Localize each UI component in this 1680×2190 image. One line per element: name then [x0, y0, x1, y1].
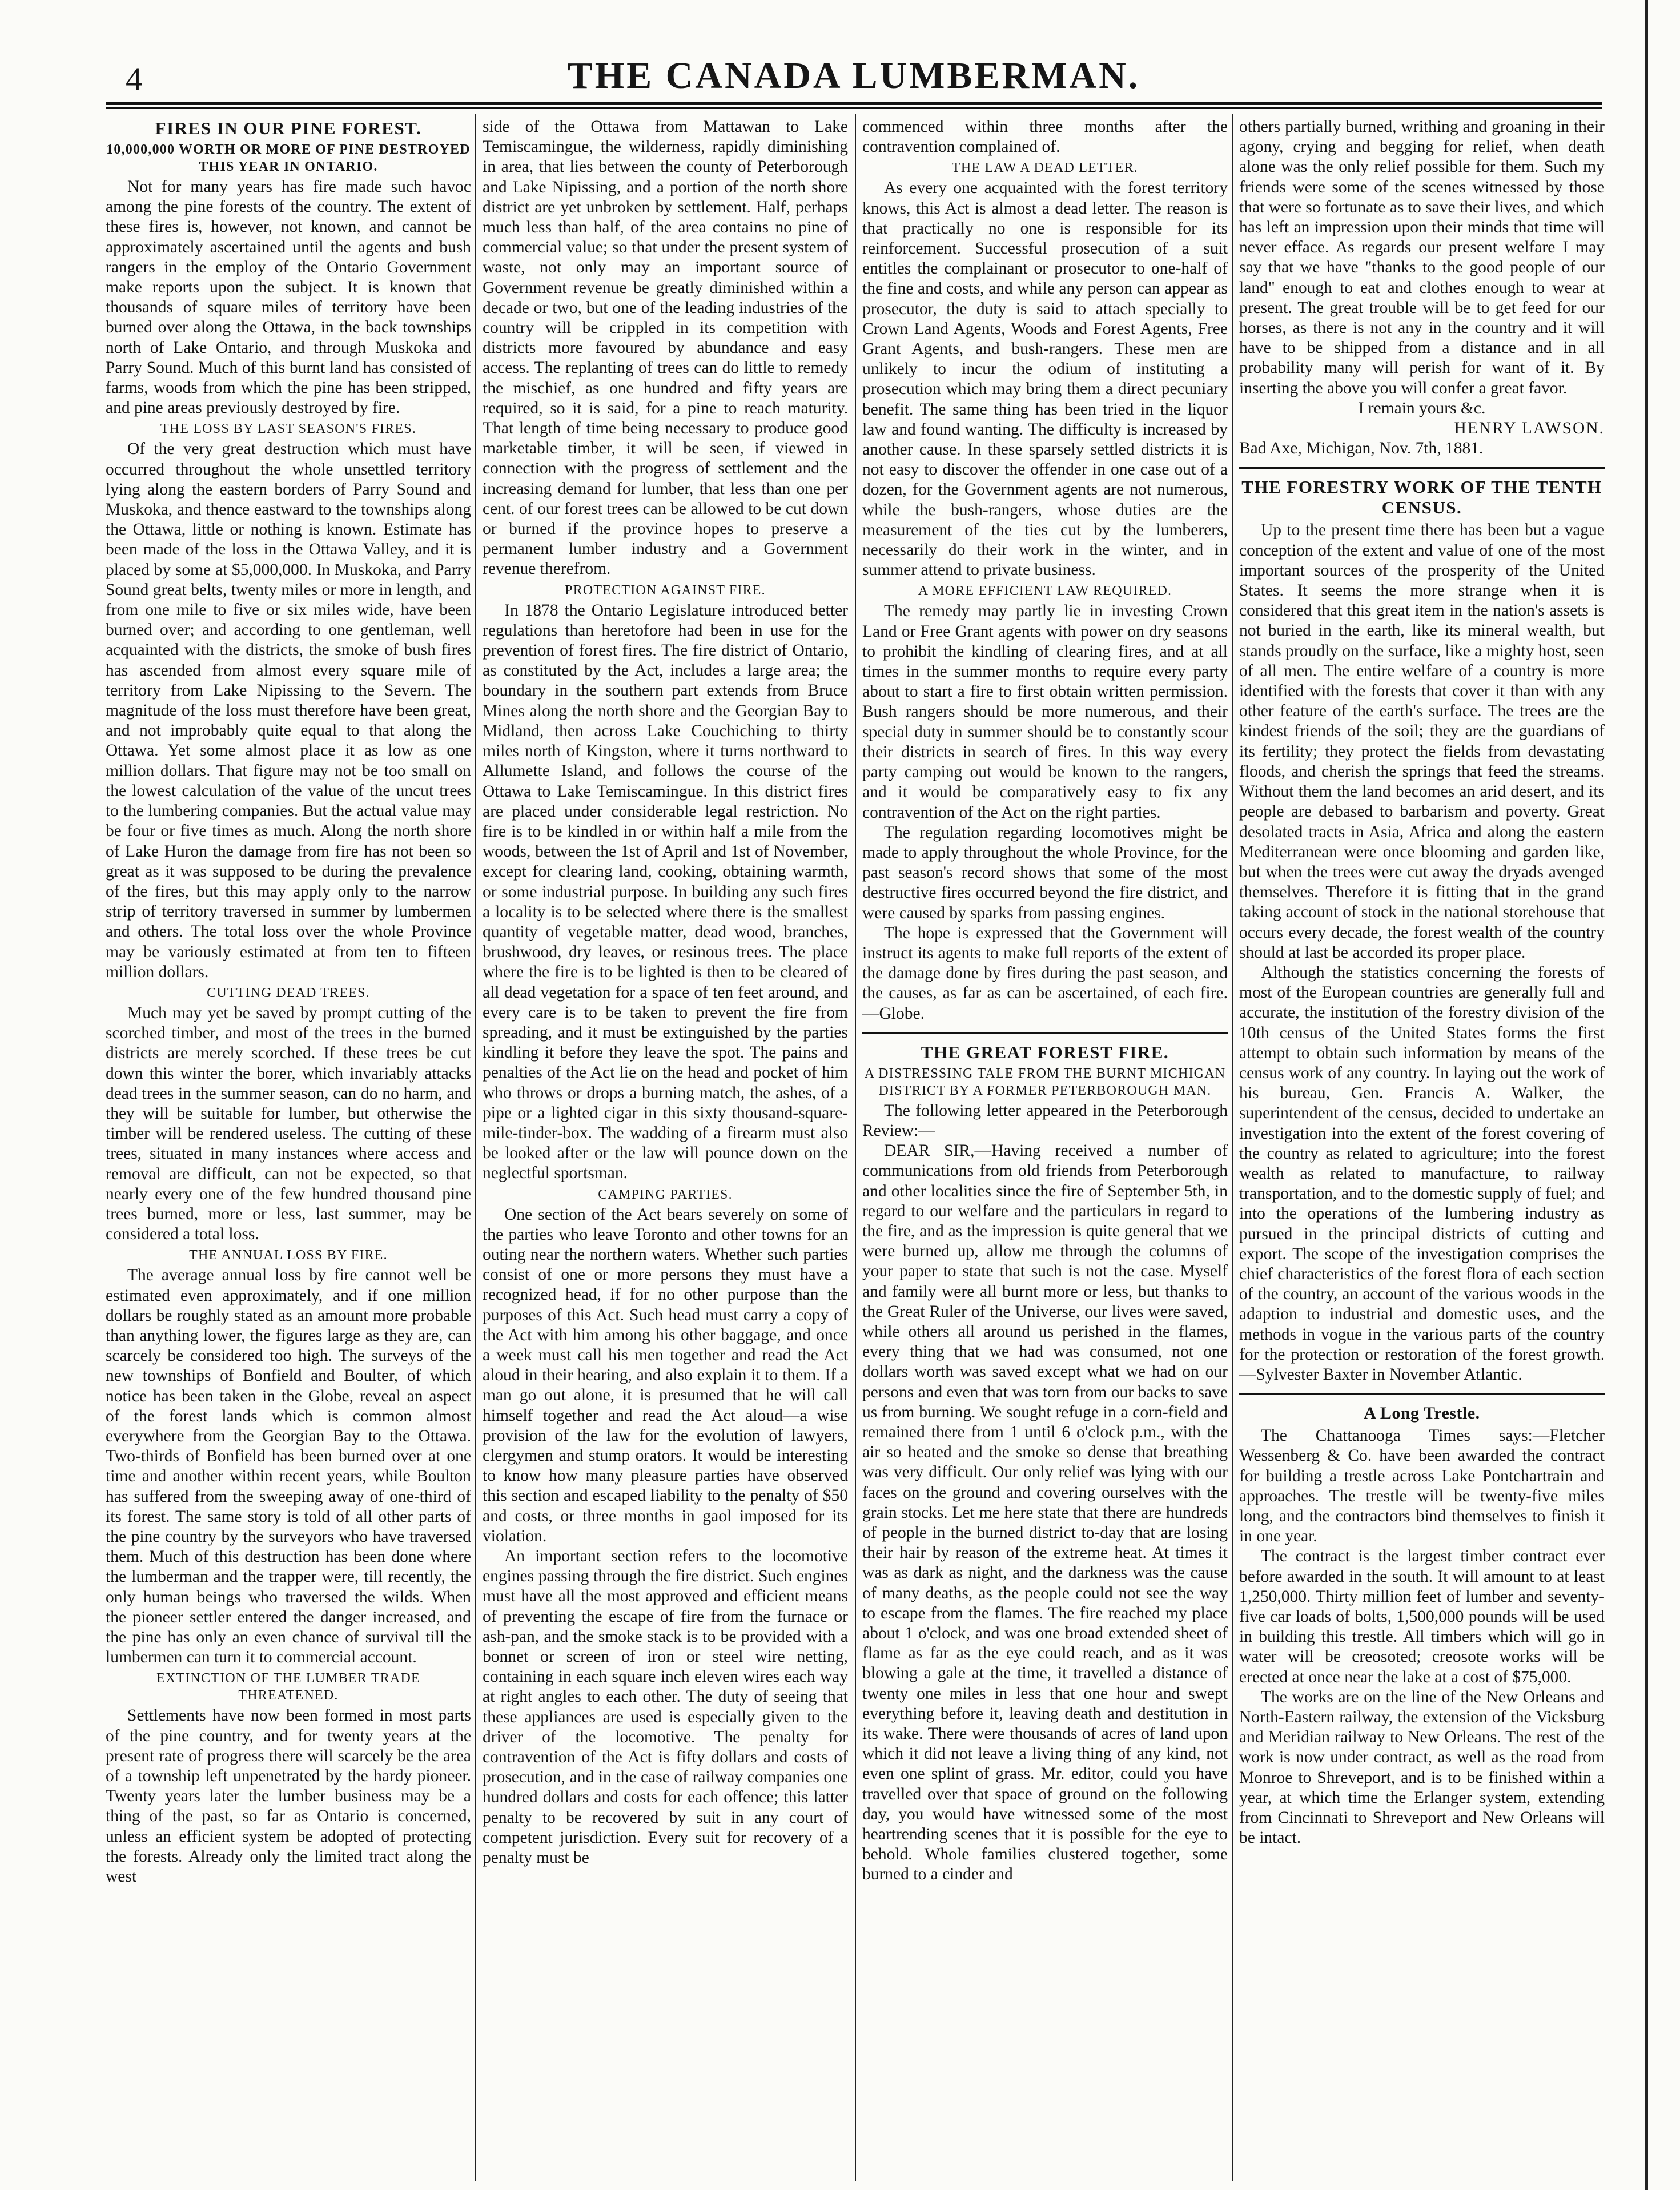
top-rule: [106, 102, 1602, 105]
paragraph: commenced within three months after the contravention complained of.: [862, 118, 1228, 156]
paragraph: As every one acquainted with the forest territory knows, this Act is almost a dead letter. The reason is that practically no one is responsible for its reinforcement. Successful prosecution of a suit entitles the complainant or prosecutor to one-half of the fine and costs, and while any person can appear as prosecutor, the duty is said to attach specially to Crown Land Agents, Woods and Forest Agents, Free Grant Agents, and bush-rangers. These men are unlikely to incur the odium of instituting a prosecution which may bring them a direct pecuniary benefit. The same thing has been tried in the liquor law and found wanting. The difficulty is increased by another cause. In these sparsely settled districts it is not easy to discover the offender in one case out of a dozen, for the Government agents are not numerous, while the bush-rangers, whose duties are the measurement of the ties cut by the lumberers, necessarily do their work in the winter, and in summer attend to private business.: [862, 179, 1228, 580]
article-subheadline: A DISTRESSING TALE FROM THE BURNT MICHIGAN DISTRICT BY A FORMER PETERBOROUGH MAN.: [864, 1066, 1226, 1098]
letter-closing: I remain yours &c.: [1358, 399, 1486, 417]
column-4: [1239, 117, 1605, 2173]
column-divider: [1232, 114, 1233, 2181]
top-rule-thin: [106, 107, 1602, 109]
column-divider: [855, 114, 856, 2181]
article-headline: A Long Trestle.: [1364, 1404, 1480, 1423]
paragraph: DEAR SIR,—Having received a number of communications from old friends from Peterborough and other localities since the fire of September 5th, in regard to our welfare and the particulars in regard to the fire, and as the impression is quite general that we were burned up, allow me through the columns of your paper to state that such is not the case. Myself and family were all burnt more or less, but thanks to the Great Ruler of the Universe, our lives were saved, while others all around us perished in the flames, every thing that we had was consumed, not one dollars worth was saved except what we had on our persons and even that was torn from our backs to save us from burning. We sought refuge in a corn-field and remained there from 1 until 6 o'clock p.m., with the air so heated and the smoke so dense that breathing was very difficult. Our only relief was lying with our faces on the ground and covering ourselves with the grain stocks. Let me here state that there are hundreds of people in the burned district to-day that are losing their hair by reason of the extreme heat. At times it was as dark as night, and the darkness was the cause of many deaths, as the people could not see the way to escape from the flames. The fire reached my place about 1 o'clock, and was one broad extended sheet of flame as far as the eye could reach, and as it was blowing a gale at the time, it travelled a distance of twenty one miles in less that one hour and swept everything before it, leaving death and destitution in its wake. There were thousands of acres of land upon which it did not leave a living thing of any kind, not even one splint of grass. Mr. editor, could you have travelled over that space of ground on the following day, you would have witnessed some of the most heartrending scenes that it is possible for the eye to behold. Whole families clustered together, some burned to a cinder and: [862, 1142, 1228, 1884]
page-number: 4: [126, 61, 142, 98]
paragraph: An important section refers to the locomotive engines passing through the fire district. Such engines must have all the most approved and efficient means of preventing the escape of fire from the furnace or ash-pan, and the smoke stack is to be provided with a bonnet or screen of iron or steel wire netting, containing in each square inch eleven wires each way at right angles to each other. The duty of seeing that these appliances are used is especially given to the driver of the locomotive. The penalty for contravention of the Act is fifty dollars and costs of prosecution, and in the case of railway companies one hundred dollars and costs for each offence; this latter penalty to be recovered by suit in any court of competent jurisdiction. Every suit for recovery of a penalty must be: [483, 1547, 848, 1867]
paragraph: Much may yet be saved by prompt cutting of the scorched timber, and most of the trees in the burned districts are merely scorched. If these trees be cut down this winter the borer, which invariably attacks dead trees in the summer season, can do no harm, and they will be suitable for lumber, but otherwise the timber will be rendered useless. The cutting of these trees, situated in many instances where access and removal are difficult, can not be expected, so that nearly every one of the few hundred thousand pine trees burned, more or less, last summer, may be considered a total loss.: [106, 1003, 471, 1244]
article-headline: THE FORESTRY WORK OF THE TENTH CENSUS.: [1241, 477, 1602, 518]
paragraph: The contract is the largest timber contract ever before awarded in the south. It will amount to at least 1,250,000. Thirty million feet of lumber and seventy-five car loads of bolts, 1,500,000 pounds will be used in building this trestle. All timbers which will go in water will be creosoted; creosote works will be erected at once near the lake at a cost of $75,000.: [1239, 1547, 1605, 1686]
paragraph: The average annual loss by fire cannot well be estimated even approximately, and if one million dollars be roughly stated as an amount more probable than anything lower, the figures large as they are, can scarcely be considered too high. The surveys of the new townships of Bonfield and Boulter, of which notice has been taken in the Globe, reveal an aspect of the forest lands which is common almost everywhere from the Georgian Bay to the Ottawa. Two-thirds of Bonfield has been burned over at one time and another within recent years, while Boulton has suffered from the sweeping away of one-third of its forest. The same story is told of all other parts of the pine country by the surveyors who have traversed them. Much of this destruction has been done where the lumberman and the trapper were, till recently, the only human beings who traversed the wilds. When the pioneer settler entered the danger increased, and the pine has only an even chance of survival till the lumbermen can turn it to commercial account.: [106, 1266, 471, 1667]
paragraph: The following letter appeared in the Peterborough Review:—: [862, 1101, 1228, 1140]
article-divider: [1239, 467, 1605, 471]
column-1: [106, 117, 471, 2173]
paragraph: One section of the Act bears severely on some of the parties who leave Toronto and other towns for an outing near the northern waters. Whether such parties consist of one or more persons they must have a recognized head, if for no other purpose than the purposes of this Act. Such head must carry a copy of the Act with him among his other baggage, and once a week must call his men together and read the Act aloud in their hearing, and also explain it to them. If a man go out alone, it is presumed that he will call himself together and read the Act aloud—a wise provision of the law for the evolution of lawyers, clergymen and stump orators. It would be interesting to know how many pleasure parties have observed this section and escaped liability to the penalty of $50 and costs, or three months in gaol imposed for its violation.: [483, 1205, 848, 1545]
article-subheadline: 10,000,000 WORTH OR MORE OF PINE DESTROYED THIS YEAR IN ONTARIO.: [106, 142, 471, 174]
section-heading: THE LAW A DEAD LETTER.: [952, 160, 1138, 176]
column-divider: [475, 114, 476, 2181]
paragraph: The Chattanooga Times says:—Fletcher Wessenberg & Co. have been awarded the contract for building a trestle across Lake Pontchartrain and approaches. The trestle will be twenty-five miles long, and the contractors bind themselves to finish it in one year.: [1239, 1426, 1605, 1546]
paragraph: The remedy may partly lie in investing Crown Land or Free Grant agents with power on dry seasons to prohibit the kindling of clearing fires, and at all times in the summer months to require every party about to start a fire to first obtain written permission. Bush rangers should be more numerous, and their special duty in summer should be to constantly scour their districts in search of fires. In this way every party camping out would be known to the rangers, and it would be comparatively easy to fix any contravention of the Act on the right parties.: [862, 602, 1228, 822]
section-heading: PROTECTION AGAINST FIRE.: [565, 582, 766, 598]
paragraph: The hope is expressed that the Government will instruct its agents to make full reports of the extent of the damage done by fires during the past season, and the causes, as far as can be ascertained, of each fire.—Globe.: [862, 923, 1228, 1023]
paragraph: In 1878 the Ontario Legislature introduced better regulations than heretofore had been in use for the prevention of forest fires. The fire district of Ontario, as constituted by the Act, includes a large area; the boundary in the southern part extends from Bruce Mines along the north shore and the Georgian Bay to Midland, then across Lake Couchiching to thirty miles north of Kingston, where it turns northward to Allumette Island, and follows the course of the Ottawa to Lake Temiscamingue. In this district fires are placed under considerable legal restriction. No fire is to be kindled in or within half a mile from the woods, between the 1st of April and 1st of November, except for clearing land, cooking, obtaining warmth, or some industrial purpose. In building any such fires a locality is to be selected where there is the smallest quantity of vegetable matter, dead wood, branches, brushwood, dry leaves, or resinous trees. The place where the fire is to be lighted is then to be cleared of all dead vegetation for a space of ten feet around, and every care is to be taken to prevent the fire from spreading, and it must be extinguished by the parties kindling it before they leave the spot. The pains and penalties of the Act lie on the head and pocket of him who throws or drops a burning match, the ashes, of a pipe or a lighted cigar in this sixty thousand-square-mile-tinder-box. The wadding of a firearm must also be looked after or the law will pounce down on the neglectful sportsman.: [483, 601, 848, 1183]
paragraph: Not for many years has fire made such havoc among the pine forests of the country. The extent of these fires is, however, not known, and cannot be approximately ascertained until the agents and bush rangers in the employ of the Ontario Government make reports upon the subject. It is known that thousands of square miles of territory have been burned over along the Ottawa, in the back townships north of Lake Ontario, and through Muskoka and Parry Sound. Much of this burnt land has consisted of farms, woods from which the pine has been stripped, and pine areas previously destroyed by fire.: [106, 178, 471, 417]
letter-signature: HENRY LAWSON.: [1454, 419, 1605, 438]
article-divider: [862, 1032, 1228, 1036]
masthead: THE CANADA LUMBERMAN.: [567, 55, 1140, 97]
section-heading: CUTTING DEAD TREES.: [207, 985, 370, 1000]
paragraph: The regulation regarding locomotives might be made to apply throughout the whole Province, for the past season's record shows that some of the most destructive fires occurred beyond the fire district, and were caused by sparks from passing engines.: [862, 823, 1228, 922]
article-headline: FIRES IN OUR PINE FOREST.: [155, 118, 422, 138]
section-heading: EXTINCTION OF THE LUMBER TRADE THREATENED.: [156, 1671, 420, 1703]
column-2: [483, 117, 848, 2173]
paragraph: side of the Ottawa from Mattawan to Lake Temiscamingue, the wilderness, rapidly diminishing in area, that lies between the county of Peterborough and Lake Nipissing, and a portion of the north shore district are yet unbroken by settlement. Half, perhaps much less than half, of the area contains no pine of commercial value; so that under the present system of waste, not only may an important source of Government revenue be greatly diminished within a decade or two, but one of the leading industries of the country will be crippled in its competition with districts more favoured by abundance and easy access. The replanting of trees can do little to remedy the mischief, as one hundred and fifty years are required, so it is said, for a pine to reach maturity. That length of time being necessary to produce good marketable timber, it will be seen, if viewed in connection with the progress of settlement and the increasing demand for lumber, that less than one per cent. of our forest trees can be allowed to be cut down or burned if the province hopes to preserve a permanent lumber industry and a Government revenue therefrom.: [483, 118, 848, 578]
section-heading: CAMPING PARTIES.: [598, 1187, 733, 1202]
page-edge: [1645, 0, 1648, 2190]
section-heading: THE LOSS BY LAST SEASON'S FIRES.: [160, 421, 417, 437]
paragraph: Of the very great destruction which must have occurred throughout the whole unsettled territory lying along the eastern borders of Parry Sound and Muskoka, and thence eastward to the townships along the Ottawa, little or nothing is known. Estimate has been made of the loss in the Ottawa Valley, and it is placed by some at $5,000,000. In Muskoka, and Parry Sound great belts, twenty miles or more in length, and from one mile to five or six miles wide, have been burned over; and according to one gentleman, well acquainted with the districts, the smoke of bush fires has ascended from almost every square mile of territory from Lake Nipissing to the Severn. The magnitude of the loss must therefore have been great, and not improbably quite equal to that along the Ottawa. Yet some almost place it as low as one million dollars. That figure may not be too small on the lowest calculation of the value of the uncut trees to the lumbering companies. But the actual value may be four or five times as much. Along the north shore of Lake Huron the damage from fire has not been so great as it was supposed to be during the prevalence of the fires, but this may apply only to the narrow strip of territory traversed in summer by lumbermen and others. The total loss over the whole Province may be variously estimated at from ten to fifteen million dollars.: [106, 440, 471, 981]
paragraph: The works are on the line of the New Orleans and North-Eastern railway, the extension of the Vicksburg and Meridian railway to New Orleans. The rest of the work is now under contract, as well as the road from Monroe to Shreveport, and is to be finished within a year, at which time the Erlanger system, extending from Cincinnati to Shreveport and New Orleans will be intact.: [1239, 1687, 1605, 1847]
column-3: [862, 117, 1228, 2173]
section-heading: THE ANNUAL LOSS BY FIRE.: [189, 1248, 388, 1263]
letter-place-date: Bad Axe, Michigan, Nov. 7th, 1881.: [1239, 439, 1484, 458]
paragraph: others partially burned, writhing and groaning in their agony, crying and begging for relief, when death alone was the only relief possible for them. Such my friends were some of the scenes witnessed by those that were so fortunate as to save their lives, and which has left an impression upon their minds that time will never efface. As regards our present welfare I may say that we have "thanks to the good people of our land" enough to eat and clothes enough to wear at present. The great trouble will be to get feed for our horses, as there is not any in the country and it will have to be shipped from a distance and in all probability many will perish for want of it. By inserting the above you will confer a great favor.: [1239, 118, 1605, 397]
article-divider: [1239, 1393, 1605, 1397]
page-header: [86, 54, 1622, 106]
article-headline: THE GREAT FOREST FIRE.: [921, 1042, 1169, 1062]
paragraph: Settlements have now been formed in most parts of the pine country, and for twenty years at the present rate of progress there will scarcely be the area of a township left unpenetrated by the hardy pioneer. Twenty years later the lumber business may be a thing of the past, so far as Ontario is concerned, unless an efficient system be adopted of protecting the forests. Already only the limited tract along the west: [106, 1706, 471, 1886]
paragraph: Up to the present time there has been but a vague conception of the extent and value of one of the most important sources of the prosperity of the United States. It seems the more strange when it is considered that this great item in the nation's assets is not buried in the earth, like its mineral wealth, but stands proudly on the surface, like a mighty host, seen of all men. The entire welfare of a country is more identified with the forests that cover it than with any other feature of the earth's surface. The trees are the kindest friends of the soil; they are the guardians of its fertility; they protect the fields from devastating floods, and cherish the springs that feed the streams. Without them the land becomes an arid desert, and its people are debased to barbarism and poverty. Great desolated tracts in Asia, Africa and along the eastern Mediterranean were once blooming and garden like, but when the trees were cut away the dryads avenged themselves. Therefore it is fitting that in the grand taking account of stock in the national storehouse that occurs every decade, the forest wealth of the country should at last be accorded its proper place.: [1239, 521, 1605, 962]
section-heading: A MORE EFFICIENT LAW REQUIRED.: [918, 584, 1172, 599]
paragraph: Although the statistics concerning the forests of most of the European countries are generally full and accurate, the institution of the forestry division of the 10th census of the United States forms the first attempt to obtain such information by means of the census work of any country. In laying out the work of his bureau, Gen. Francis A. Walker, the superintendent of the census, decided to undertake an investigation into the extent of the forest covering of the country as related to agriculture; into the forest wealth as related to manufacture, to railway transportation, and to the domestic supply of fuel; and into the operations of the lumbering industry as pursued in the principal districts of cutting and export. The scope of the investigation comprises the chief characteristics of the forest flora of each section of the country, an account of the various woods in the adaption to industrial and domestic uses, and the methods in vogue in the various parts of the country for the protection or restoration of the forest growth.—Sylvester Baxter in November Atlantic.: [1239, 963, 1605, 1384]
